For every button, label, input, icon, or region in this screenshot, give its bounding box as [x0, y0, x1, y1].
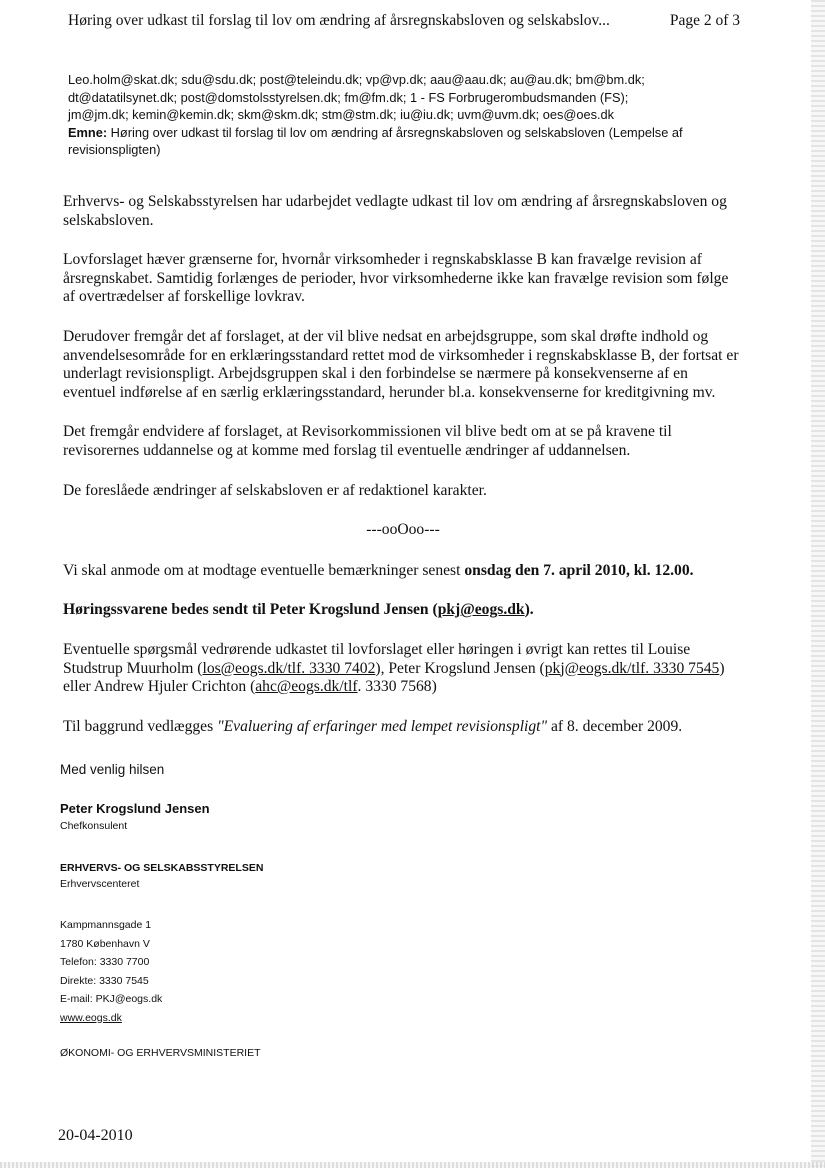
email-link-pkj-phone[interactable]: pkj@eogs.dk/tlf. 3330 7545 — [544, 659, 720, 677]
subject-label: Emne: — [68, 124, 108, 140]
deadline-date: onsdag den 7. april 2010, kl. 12.00. — [464, 561, 694, 579]
attachment-title: "Evaluering af erfaringer med lempet revisionspligt" — [217, 717, 548, 735]
signer-name: Peter Krogslund Jensen — [60, 801, 210, 816]
send-text: Høringssvarene bedes sendt til Peter Krogslund Jensen ( — [63, 601, 438, 619]
website-link[interactable]: www.eogs.dk — [60, 1011, 122, 1024]
scan-edge-bottom — [0, 1162, 825, 1168]
paragraph-intro: Erhvervs- og Selskabsstyrelsen har udarbejdet vedlagte udkast til lov om ændring af årsregnskabsloven og selskabsloven. — [63, 193, 727, 229]
signature-block — [60, 762, 460, 1059]
attachment-text: Til baggrund vedlægges — [63, 717, 218, 735]
address-line: 1780 København V — [60, 937, 150, 950]
email-link-los[interactable]: los@eogs.dk/tlf. 3330 7402 — [202, 659, 376, 677]
print-date: 20-04-2010 — [58, 1127, 133, 1144]
deadline-text: Vi skal anmode om at modtage eventuelle bemærkninger senest — [63, 561, 465, 579]
phone-line: Telefon: 3330 7700 — [60, 956, 150, 968]
paragraph-attachment — [63, 718, 743, 737]
paragraph-selskabsloven: De foreslåede ændringer af selskabsloven er af redaktionel karakter. — [63, 481, 487, 499]
page-number: Page 2 of 3 — [669, 12, 740, 29]
subject-line — [68, 124, 748, 159]
address-line: Kampmannsgade 1 — [60, 919, 152, 931]
signer-role: Chefkonsulent — [60, 820, 128, 832]
questions-text: Eventuelle spørgsmål vedrørende udkastet til lovforslaget eller høringen i øvrigt kan rettes til Louise Studstrup Muurholm ( — [63, 640, 691, 677]
ministry-name: ØKONOMI- OG ERHVERVSMINISTERIET — [60, 1047, 261, 1059]
attachment-date: af 8. december 2009. — [547, 717, 683, 735]
recipient-line: jm@jm.dk; kemin@kemin.dk; skm@skm.dk; stm@stm.dk; iu@iu.dk; uvm@uvm.dk; oes@oes.dk — [68, 107, 615, 122]
document-title: Høring over udkast til forslag til lov om ændring af årsregnskabsloven og selskabslov... — [68, 12, 610, 29]
questions-text: ) eller Andrew Hjuler Crichton ( — [63, 659, 725, 696]
greeting: Med venlig hilsen — [60, 762, 165, 777]
department-name: Erhvervscenteret — [60, 878, 140, 890]
paragraph-limits: Lovforslaget hæver grænserne for, hvornår virksomheder i regnskabsklasse B kan fravælge revision af årsregnskabet. Samtidig forlænges de perioder, hvor virksomhederne ikke kan fravælge revision som følge af overtrædelser af forskellige lovkrav. — [63, 251, 729, 306]
email-link-ahc[interactable]: ahc@eogs.dk/tlf — [255, 678, 358, 696]
paragraph-send-to — [63, 601, 743, 620]
paragraph-deadline — [63, 562, 743, 581]
questions-text: ), Peter Krogslund Jensen ( — [375, 659, 545, 677]
separator: ---ooOoo--- — [366, 521, 440, 539]
contact-address — [60, 916, 460, 1027]
email-link-pkj[interactable]: pkj@eogs.dk — [437, 601, 525, 619]
organization-name: ERHVERVS- OG SELSKABSSTYRELSEN — [60, 862, 264, 874]
subject-text: Høring over udkast til forslag til lov om ændring af årsregnskabsloven og selskabsloven (Lempelse af revisionspligten) — [68, 124, 683, 157]
paragraph-working-group: Derudover fremgår det af forslaget, at der vil blive nedsat en arbejdsgruppe, som skal drøfte indhold og anvendelsesområde for en erklæringsstandard rettet mod de virksomheder i regnskabsklasse B, der fortsat er underlagt revisionspligt. Arbejdsgruppen skal i den forbindelse se nærmere på konsekvenserne af en eventuel indførelse af en særlig erklæringsstandard, herunder bl.a. konsekvenserne for kreditgivning mv. — [63, 327, 739, 401]
paragraph-questions — [63, 641, 743, 697]
email-line: E-mail: PKJ@eogs.dk — [60, 993, 163, 1005]
page-header — [68, 12, 740, 30]
recipients-block — [68, 71, 748, 159]
letter-body — [63, 193, 743, 757]
questions-text: . 3330 7568) — [357, 678, 437, 696]
recipient-line: dt@datatilsynet.dk; post@domstolsstyrelsen.dk; fm@fm.dk; 1 - FS Forbrugerombudsmanden (FS); — [68, 89, 629, 105]
paragraph-revisorkommissionen: Det fremgår endvidere af forslaget, at Revisorkommissionen vil blive bedt om at se på kravene til revisorernes uddannelse og at komme med forslag til eventuelle ændringer af uddannelsen. — [63, 423, 672, 459]
recipient-line: Leo.holm@skat.dk; sdu@sdu.dk; post@teleindu.dk; vp@vp.dk; aau@aau.dk; au@au.dk; bm@bm.dk; — [68, 72, 645, 87]
direct-phone-line: Direkte: 3330 7545 — [60, 974, 149, 987]
send-text-end: ). — [524, 601, 534, 619]
scan-edge-right — [811, 0, 825, 1168]
